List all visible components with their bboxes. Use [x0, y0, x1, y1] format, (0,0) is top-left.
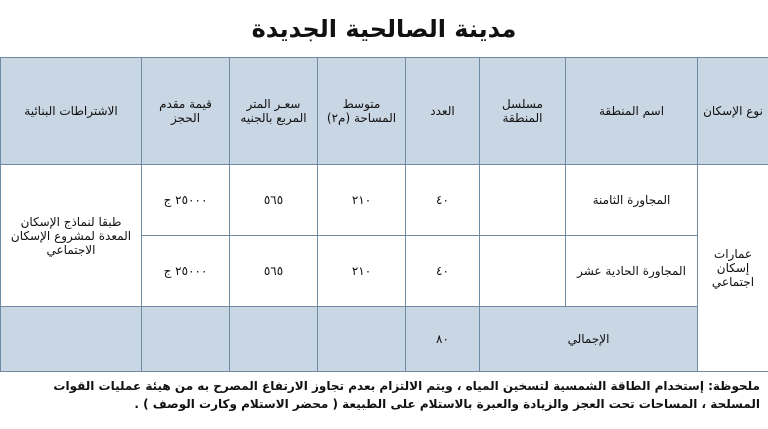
total-empty-cell [142, 307, 230, 372]
table-row [1, 165, 768, 236]
header-avg-area: متوسط المساحة (م٢) [318, 58, 406, 165]
total-empty-cell [318, 307, 406, 372]
footnote: ملحوظة: إستخدام الطاقة الشمسية لتسخين المياه ، ويتم الالتزام بعدم تجاوز الارتفاع المصرح به من هيئة عمليات القوات المسلحة ، المساحات تحت العجز والزيادة والعبرة بالاستلام على الطبيعة ( محضر الاستلام وكارت الوصف ) . [53, 379, 760, 411]
building-requirements-cell: طبقا لنماذج الإسكان المعدة لمشروع الإسكان الاجتماعي [1, 165, 142, 307]
total-row [1, 307, 768, 372]
avg-area-cell: ٢١٠ [318, 236, 406, 307]
header-row [1, 58, 768, 165]
header-building-requirements: الاشتراطات البنائية [1, 58, 142, 165]
area-serial-cell [480, 165, 566, 236]
total-empty-cell [1, 307, 142, 372]
housing-type-cell: عمارات إسكان اجتماعي [698, 165, 768, 372]
area-name-cell: المجاورة الحادية عشر [566, 236, 698, 307]
price-per-meter-cell: ٥٦٥ [230, 165, 318, 236]
avg-area-cell: ٢١٠ [318, 165, 406, 236]
count-cell: ٤٠ [406, 236, 480, 307]
header-booking-advance: قيمة مقدم الحجز [142, 58, 230, 165]
count-cell: ٤٠ [406, 165, 480, 236]
area-name-cell: المجاورة الثامنة [566, 165, 698, 236]
page-title: مدينة الصالحية الجديدة [251, 14, 517, 43]
booking-advance-cell: ٢٥٠٠٠ ج [142, 165, 230, 236]
header-count: العدد [406, 58, 480, 165]
total-count: ٨٠ [406, 307, 480, 372]
header-price-per-meter: سعـر المتر المربع بالجنيه [230, 58, 318, 165]
total-label: الإجمالي [480, 307, 698, 372]
area-serial-cell [480, 236, 566, 307]
header-housing-type: نوع الإسكان [698, 58, 768, 165]
header-area-serial: مسلسل المنطقة [480, 58, 566, 165]
booking-advance-cell: ٢٥٠٠٠ ج [142, 236, 230, 307]
total-empty-cell [230, 307, 318, 372]
price-per-meter-cell: ٥٦٥ [230, 236, 318, 307]
header-area-name: اسم المنطقة [566, 58, 698, 165]
housing-table [0, 57, 768, 372]
